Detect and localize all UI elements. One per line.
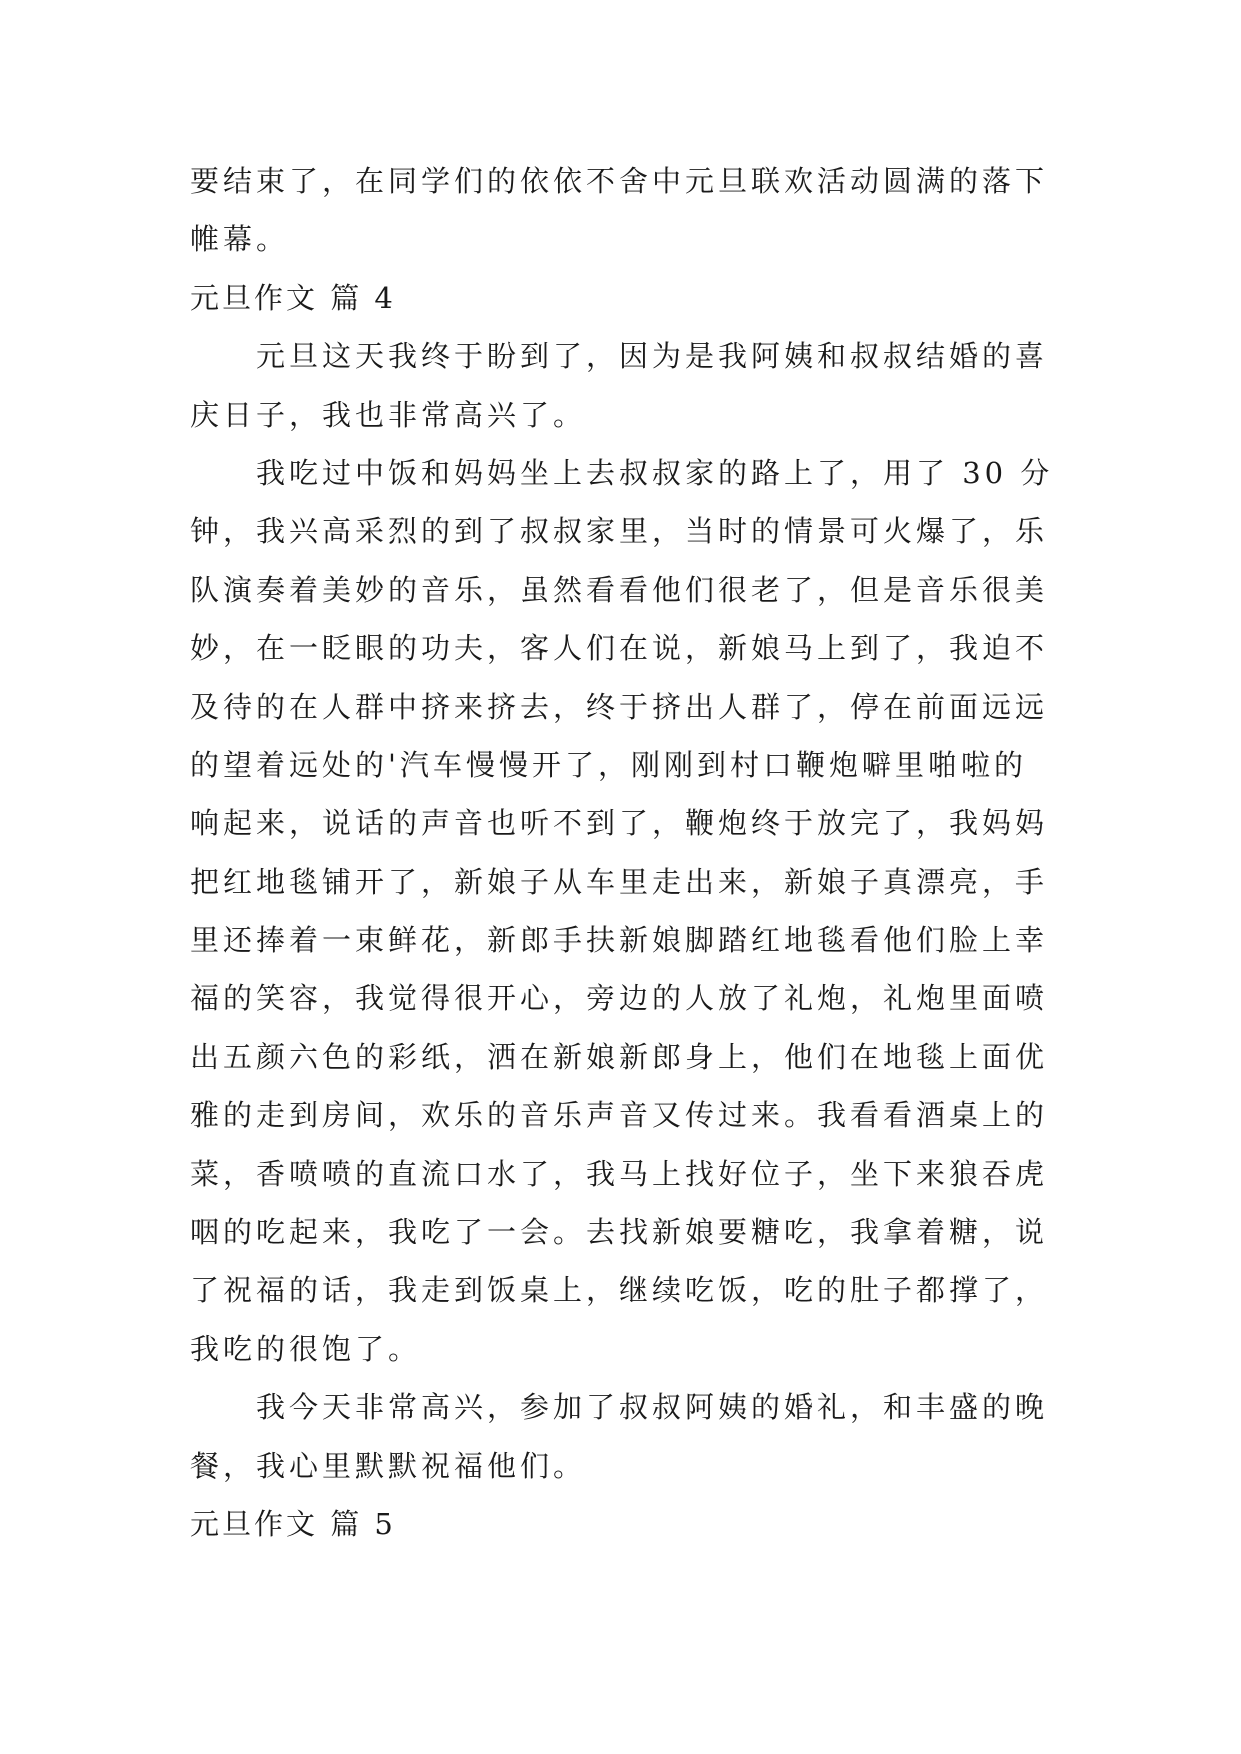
paragraph-first-line: 元旦这天我终于盼到了，因为是我阿姨和叔叔结婚的喜	[256, 339, 1049, 374]
paragraph-first-line: 我吃过中饭和妈妈坐上去叔叔家的路上了，用了 30 分	[256, 455, 1054, 490]
text-line: 响起来，说话的声音也听不到了，鞭炮终于放完了，我妈妈	[190, 806, 1049, 841]
section-heading: 元旦作文 篇 4	[190, 280, 396, 315]
text-line: 要结束了，在同学们的依依不舍中元旦联欢活动圆满的落下	[190, 164, 1049, 198]
text-line: 出五颜六色的彩纸，洒在新娘新郎身上，他们在地毯上面优	[190, 1039, 1049, 1074]
paragraph-first-line: 我今天非常高兴，参加了叔叔阿姨的婚礼，和丰盛的晚	[256, 1390, 1049, 1425]
section-heading: 元旦作文 篇 5	[190, 1506, 396, 1541]
text-line: 把红地毯铺开了，新娘子从车里走出来，新娘子真漂亮，手	[190, 864, 1049, 899]
text-line: 了祝福的话，我走到饭桌上，继续吃饭，吃的肚子都撑了，	[190, 1273, 1049, 1308]
text-line: 妙，在一眨眼的功夫，客人们在说，新娘马上到了，我迫不	[190, 631, 1049, 666]
text-line: 雅的走到房间，欢乐的音乐声音又传过来。我看看酒桌上的	[190, 1098, 1049, 1133]
text-line: 的望着远处的'汽车慢慢开了，刚刚到村口鞭炮噼里啪啦的	[190, 747, 1027, 782]
text-line: 钟，我兴高采烈的到了叔叔家里，当时的情景可火爆了，乐	[190, 514, 1049, 549]
text-line: 队演奏着美妙的音乐，虽然看看他们很老了，但是音乐很美	[190, 572, 1049, 607]
text-line: 我吃的很饱了。	[190, 1331, 422, 1366]
text-line: 帷幕。	[190, 222, 290, 257]
text-line: 庆日子，我也非常高兴了。	[190, 397, 587, 432]
text-line: 里还捧着一束鲜花，新郎手扶新娘脚踏红地毯看他们脸上幸	[190, 923, 1049, 958]
text-line: 咽的吃起来，我吃了一会。去找新娘要糖吃，我拿着糖，说	[190, 1215, 1049, 1250]
text-line: 餐，我心里默默祝福他们。	[190, 1448, 587, 1483]
document-page	[190, 152, 1058, 1553]
text-line: 及待的在人群中挤来挤去，终于挤出人群了，停在前面远远	[190, 689, 1049, 724]
text-line: 菜，香喷喷的直流口水了，我马上找好位子，坐下来狼吞虎	[190, 1156, 1049, 1191]
text-line: 福的笑容，我觉得很开心，旁边的人放了礼炮，礼炮里面喷	[190, 981, 1049, 1016]
